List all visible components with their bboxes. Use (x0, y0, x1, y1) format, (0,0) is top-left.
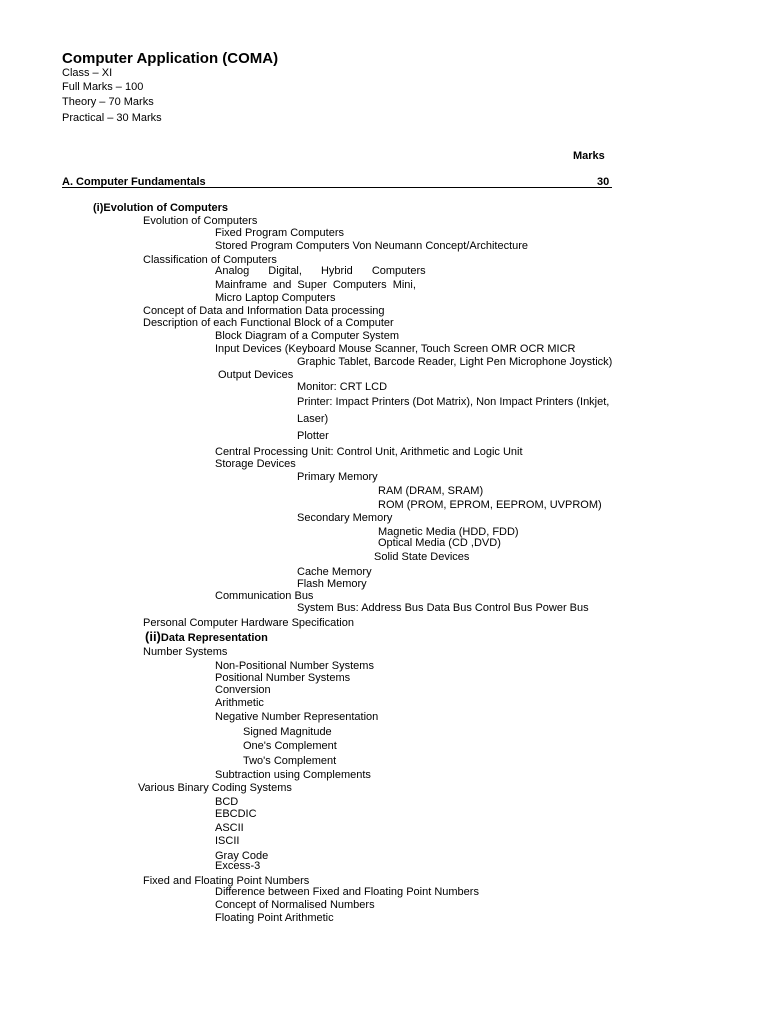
outline-item: ASCII (215, 822, 244, 834)
outline-item: Number Systems (143, 646, 228, 658)
outline-item: Analog Digital, Hybrid Computers (215, 265, 426, 277)
outline-item: Storage Devices (215, 458, 296, 470)
outline-item: Signed Magnitude (243, 726, 332, 738)
full-marks-line: Full Marks – 100 (62, 81, 144, 93)
unit-1-title: (i)Evolution of Computers (93, 202, 229, 214)
outline-item: Cache Memory (297, 566, 372, 578)
outline-item: Two's Complement (243, 755, 337, 767)
outline-item: Block Diagram of a Computer System (215, 330, 400, 342)
outline-item: Micro Laptop Computers (215, 292, 336, 304)
outline-item: Secondary Memory (297, 512, 393, 524)
outline-item: Excess-3 (215, 860, 261, 872)
outline-item: Non-Positional Number Systems (215, 660, 374, 672)
outline-item: Floating Point Arithmetic (215, 912, 334, 924)
outline-item: Fixed and Floating Point Numbers (143, 875, 310, 887)
outline-item: Central Processing Unit: Control Unit, Arithmetic and Logic Unit (215, 446, 523, 458)
outline-item: Output Devices (218, 369, 294, 381)
outline-item: Evolution of Computers (143, 215, 258, 227)
outline-item: Arithmetic (215, 697, 264, 709)
class-line: Class – XI (62, 67, 113, 79)
unit-2-title (145, 630, 268, 645)
outline-item: One's Complement (243, 740, 337, 752)
outline-item: ISCII (215, 835, 240, 847)
outline-item: Input Devices (Keyboard Mouse Scanner, Touch Screen OMR OCR MICR (215, 343, 576, 355)
outline-item: Difference between Fixed and Floating Point Numbers (215, 886, 479, 898)
page-title: Computer Application (COMA) (62, 50, 279, 67)
outline-item: EBCDIC (215, 808, 257, 820)
outline-item: RAM (DRAM, SRAM) (378, 485, 484, 497)
outline-item: Plotter (297, 430, 329, 442)
unit-2-prefix: (ii) (145, 629, 161, 644)
outline-item: Optical Media (CD ,DVD) (378, 537, 501, 549)
section-a-marks: 30 (597, 176, 610, 188)
unit-2-heading: Data Representation (160, 632, 268, 644)
outline-item: Conversion (215, 684, 271, 696)
section-divider (62, 187, 612, 188)
outline-item: Positional Number Systems (215, 672, 351, 684)
marks-header: Marks (573, 150, 605, 162)
outline-item: Subtraction using Complements (215, 769, 371, 781)
outline-item: Monitor: CRT LCD (297, 381, 388, 393)
outline-item: Graphic Tablet, Barcode Reader, Light Pen Microphone Joystick) (297, 356, 613, 368)
outline-item: Negative Number Representation (215, 711, 379, 723)
outline-item: Description of each Functional Block of a Computer (143, 317, 394, 329)
outline-item: Communication Bus (215, 590, 314, 602)
outline-item: Flash Memory (297, 578, 367, 590)
outline-item: Various Binary Coding Systems (138, 782, 292, 794)
outline-item: Classification of Computers (143, 254, 277, 266)
outline-item: ROM (PROM, EPROM, EEPROM, UVPROM) (378, 499, 602, 511)
outline-item: Personal Computer Hardware Specification (143, 617, 354, 629)
outline-item: Magnetic Media (HDD, FDD) (378, 526, 519, 538)
outline-item: Concept of Normalised Numbers (215, 899, 375, 911)
outline-item: Printer: Impact Printers (Dot Matrix), Non Impact Printers (Inkjet, (297, 396, 610, 408)
section-a-title: A. Computer Fundamentals (62, 176, 206, 188)
outline-item: Solid State Devices (374, 551, 470, 563)
outline-item: Concept of Data and Information Data processing (143, 305, 385, 317)
outline-item: Primary Memory (297, 471, 378, 483)
outline-item: BCD (215, 796, 239, 808)
outline-item: Stored Program Computers Von Neumann Concept/Architecture (215, 240, 529, 252)
outline-item: Fixed Program Computers (215, 227, 344, 239)
outline-item: Gray Code (215, 850, 269, 862)
outline-item: Mainframe and Super Computers Mini, (215, 279, 416, 291)
practical-line: Practical – 30 Marks (62, 112, 162, 124)
theory-line: Theory – 70 Marks (62, 96, 154, 108)
outline-item: System Bus: Address Bus Data Bus Control Bus Power Bus (297, 602, 589, 614)
outline-item: Laser) (297, 413, 329, 425)
